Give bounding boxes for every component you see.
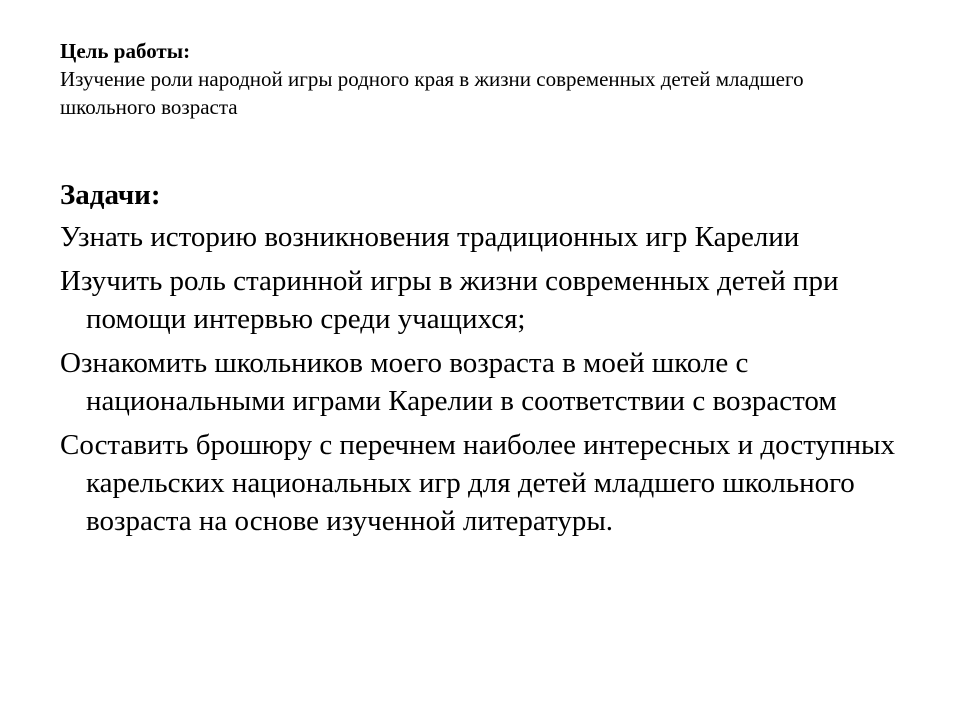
- goal-text: Изучение роли народной игры родного края в жизни современных детей младшего школьного возраста: [60, 67, 804, 119]
- task-item: Составить брошюру с перечнем наиболее интересных и доступных карельских национальных игр для детей младшего школьного возраста на основе изученной литературы.: [60, 429, 896, 537]
- task-item: Ознакомить школьников моего возраста в моей школе с национальными играми Карелии в соответствии с возрастом: [60, 347, 837, 417]
- tasks-section: [60, 176, 920, 546]
- tasks-heading: Задачи:: [60, 179, 161, 211]
- task-item: Изучить роль старинной игры в жизни современных детей при помощи интервью среди учащихся;: [60, 265, 839, 335]
- task-item: Узнать историю возникновения традиционных игр Карелии: [60, 221, 800, 253]
- goal-heading: Цель работы:: [60, 39, 191, 63]
- task-list: [60, 218, 920, 540]
- goal-section: [60, 37, 900, 121]
